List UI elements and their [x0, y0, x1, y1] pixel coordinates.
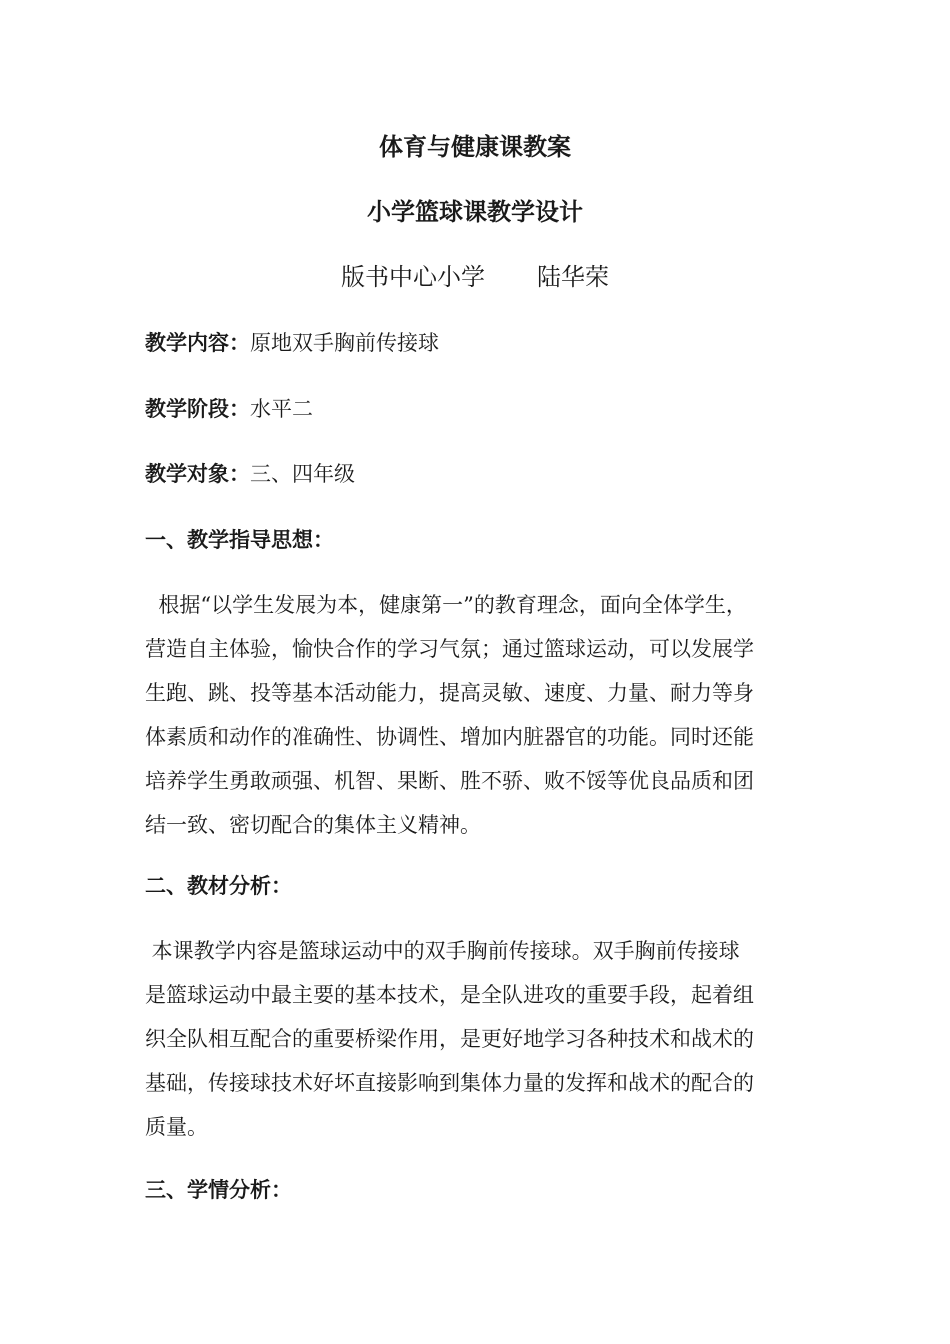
- paragraph-line: 营造自主体验，愉快合作的学习气氛；通过篮球运动，可以发展学: [145, 637, 754, 661]
- field-value: 原地双手胸前传接球: [250, 331, 439, 355]
- paragraph-line: 织全队相互配合的重要桥梁作用，是更好地学习各种技术和战术的: [145, 1027, 754, 1051]
- paragraph-line: 结一致、密切配合的集体主义精神。: [145, 813, 481, 837]
- section-heading-material-analysis: 二、教材分析：: [145, 873, 292, 898]
- school-name: 版书中心小学: [341, 263, 485, 291]
- field-teaching-target: [145, 460, 355, 488]
- field-label: 教学内容：: [145, 330, 250, 355]
- paragraph-line: 是篮球运动中最主要的基本技术，是全队进攻的重要手段，起着组: [145, 983, 754, 1007]
- paragraph-line: 根据“以学生发展为本，健康第一”的教育理念，面向全体学生，: [145, 593, 747, 617]
- paragraph-line: 本课教学内容是篮球运动中的双手胸前传接球。双手胸前传接球: [145, 939, 740, 963]
- paragraph-line: 生跑、跳、投等基本活动能力，提高灵敏、速度、力量、耐力等身: [145, 681, 754, 705]
- section-heading-student-analysis: 三、学情分析：: [145, 1177, 292, 1202]
- section-paragraph-material-analysis: [145, 929, 815, 1149]
- field-value: 水平二: [250, 397, 313, 421]
- paragraph-line: 质量。: [145, 1115, 208, 1139]
- field-teaching-stage: [145, 395, 313, 423]
- field-label: 教学阶段：: [145, 396, 250, 421]
- main-title: 体育与健康课教案: [379, 132, 571, 161]
- field-label: 教学对象：: [145, 461, 250, 486]
- section-heading-guiding-thought: 一、教学指导思想：: [145, 527, 334, 552]
- author-name: 陆华荣: [537, 263, 609, 291]
- paragraph-line: 培养学生勇敢顽强、机智、果断、胜不骄、败不馁等优良品质和团: [145, 769, 754, 793]
- author-line: [0, 262, 950, 292]
- field-teaching-content: [145, 329, 439, 357]
- paragraph-line: 基础，传接球技术好坏直接影响到集体力量的发挥和战术的配合的: [145, 1071, 754, 1095]
- sub-title: 小学篮球课教学设计: [367, 197, 583, 226]
- field-value: 三、四年级: [250, 462, 355, 486]
- section-paragraph-guiding-thought: [145, 583, 815, 847]
- paragraph-line: 体素质和动作的准确性、协调性、增加内脏器官的功能。同时还能: [145, 725, 754, 749]
